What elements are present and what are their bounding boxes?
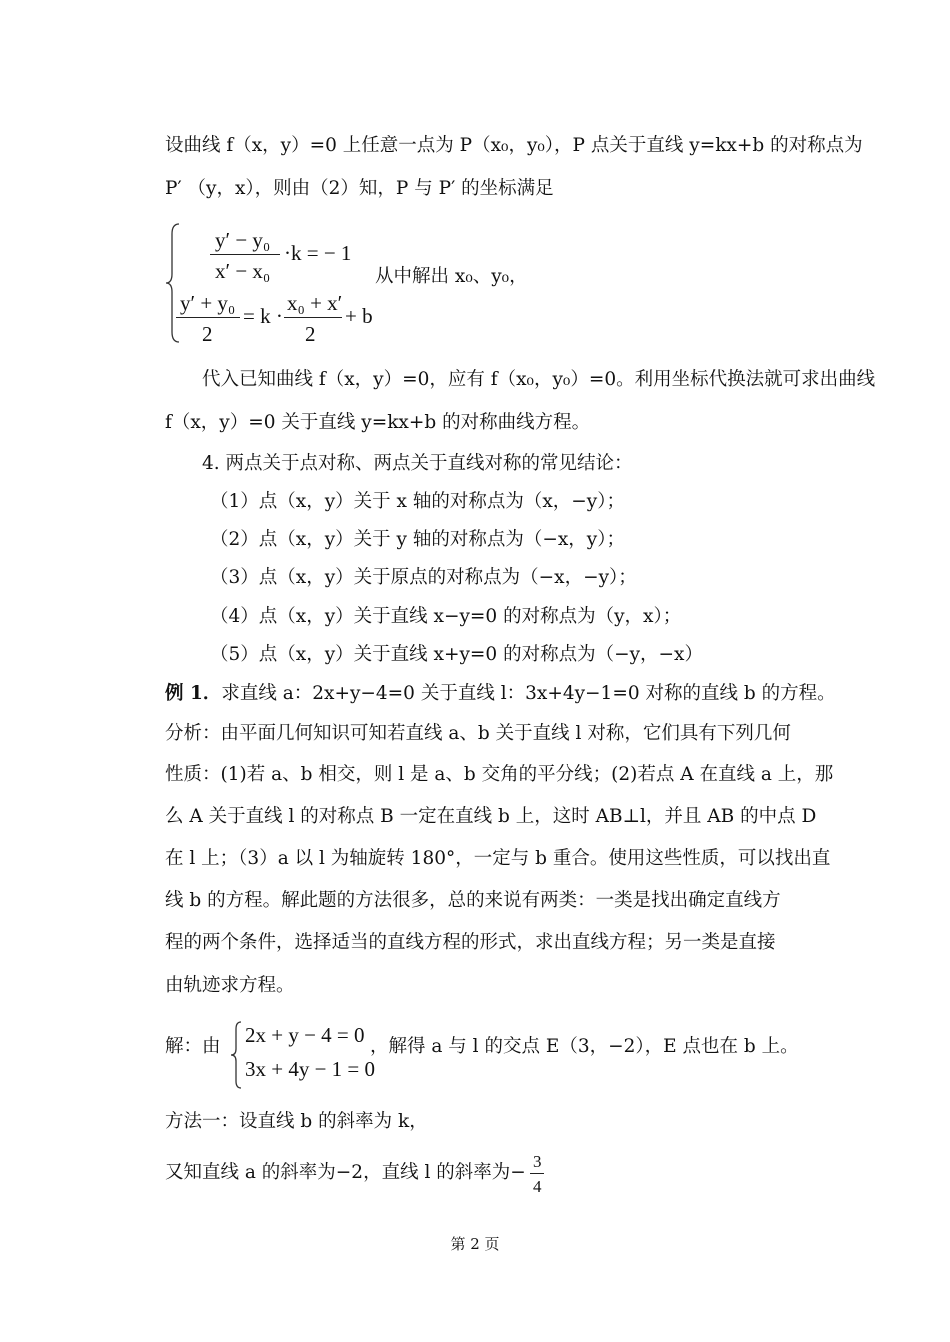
list-item: （4）点（x，y）关于直线 x−y=0 的对称点为（y，x）； [210,606,682,627]
solution-suffix: ，解得 a 与 l 的交点 E（3，−2），E 点也在 b 上。 [370,1036,799,1057]
text-line-2: P′ （y，x），则由（2）知，P 与 P′ 的坐标满足 [165,178,554,199]
list-item: （2）点（x，y）关于 y 轴的对称点为（−x，y）； [210,529,626,550]
method-one-line: 方法一：设直线 b 的斜率为 k， [165,1111,428,1132]
list-item: （5）点（x，y）关于直线 x+y=0 的对称点为（−y，−x） [210,644,703,665]
conclusions-heading: 4. 两点关于点对称、两点关于直线对称的常见结论： [202,453,633,474]
fraction-bar [530,1173,544,1174]
system2-eq1: 2x + y − 4 = 0 [245,1023,365,1047]
analysis-line: 在 l 上；（3）a 以 l 为轴旋转 180°，一定与 b 重合。使用这些性质，可以找出直 [165,848,831,869]
text-line-3: 代入已知曲线 f（x，y）=0，应有 f（x₀，y₀）=0。利用坐标代换法就可求出曲线 [202,369,876,390]
list-item: （1）点（x，y）关于 x 轴的对称点为（x，−y）； [210,491,625,512]
system2-eq2: 3x + 4y − 1 = 0 [245,1057,376,1081]
solution-prefix: 解：由 [165,1036,221,1057]
eq2-mid: = k · [243,304,283,328]
fraction-bar [210,254,280,255]
eq2-left-denominator: 2 [202,322,213,346]
eq2-left-numerator: y′ + y₀ [180,291,236,315]
left-brace-icon [228,1020,244,1090]
analysis-line: 由轨迹求方程。 [165,975,295,996]
analysis-line: 线 b 的方程。解此题的方法很多，总的来说有两类：一类是找出确定直线方 [165,890,781,911]
fraction-bar [284,317,342,318]
text-line-4: f（x，y）=0 关于直线 y=kx+b 的对称曲线方程。 [165,412,591,433]
analysis-line: 程的两个条件，选择适当的直线方程的形式，求出直线方程；另一类是直接 [165,932,776,953]
eq2-right-numerator: x₀ + x′ [287,291,343,315]
eq1-denominator: x′ − x₀ [215,259,271,283]
example-statement: 求直线 a：2x+y−4=0 关于直线 l：3x+4y−1=0 对称的直线 b 的方程。 [221,683,836,704]
fraction-denominator: 4 [533,1177,542,1196]
analysis-line: 分析：由平面几何知识可知若直线 a、b 关于直线 l 对称，它们具有下列几何 [165,723,791,744]
solve-note: 从中解出 x₀、y₀， [375,266,528,287]
list-item: （3）点（x，y）关于原点的对称点为（−x，−y）； [210,567,637,588]
example-title [165,685,836,704]
analysis-line: 么 A 关于直线 l 的对称点 B 一定在直线 b 上，这时 AB⊥l，并且 AB 的中点 D [165,806,817,827]
left-brace-icon [163,222,183,344]
method-one-slope-line: 又知直线 a 的斜率为−2，直线 l 的斜率为− [165,1162,526,1183]
eq1-numerator: y′ − y₀ [215,228,271,252]
eq1-rhs: ·k = − 1 [284,241,352,265]
fraction-numerator: 3 [533,1152,542,1171]
example-label: 例 1． [165,683,222,704]
eq2-tail: + b [345,304,373,328]
analysis-line: 性质：(1)若 a、b 相交，则 l 是 a、b 交角的平分线；(2)若点 A 在直线 a 上，那 [165,764,834,785]
eq2-right-denominator: 2 [305,322,316,346]
text-line-1: 设曲线 f（x，y）=0 上任意一点为 P（x₀，y₀），P 点关于直线 y=kx+b 的对称点为 [165,135,863,156]
page-number: 第 2 页 [450,1235,500,1253]
fraction-bar [176,317,240,318]
